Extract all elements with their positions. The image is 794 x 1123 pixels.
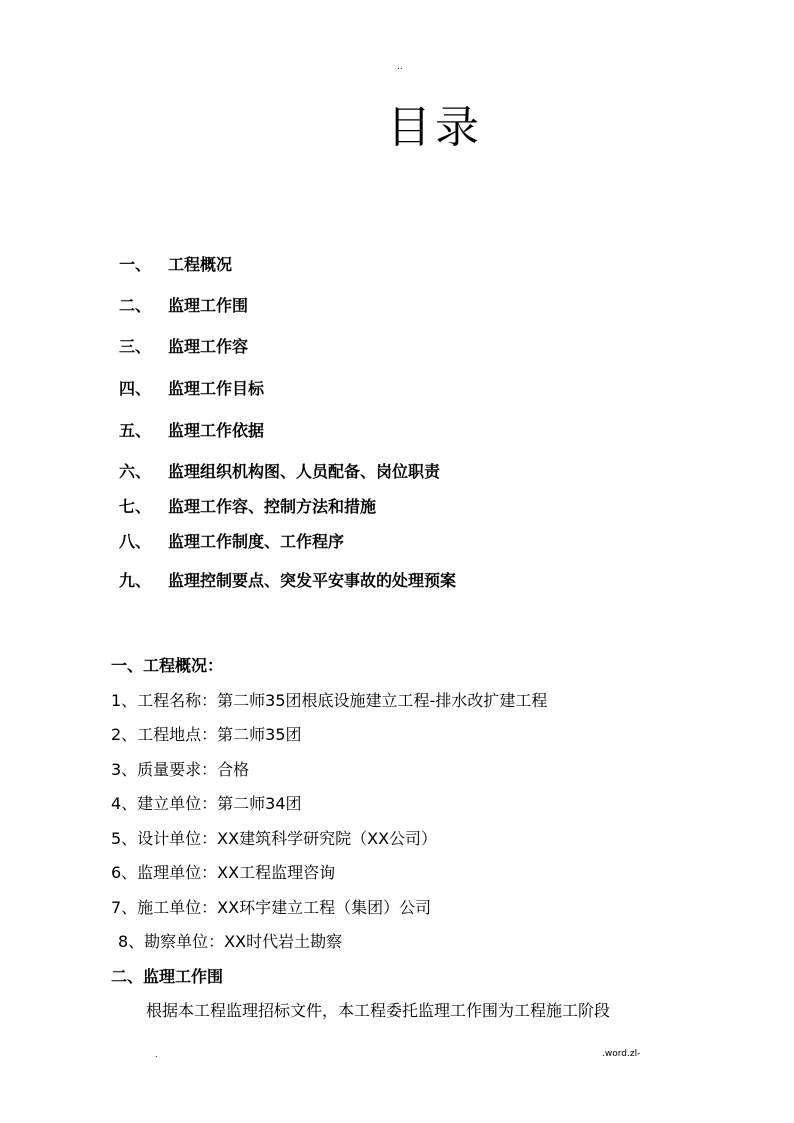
toc-number: 五、 <box>119 421 152 440</box>
project-info-line: 1、工程名称：第二师35团根底设施建立工程-排水改扩建工程 <box>111 691 548 710</box>
project-info-line: 8、勘察单位：XX时代岩土勘察 <box>118 932 343 951</box>
footer-text: .word.zl- <box>602 1049 641 1059</box>
header-mark: .. <box>397 62 403 72</box>
toc-number: 八、 <box>119 532 152 551</box>
section-heading-overview: 一、工程概况： <box>111 656 224 675</box>
toc-label: 监理控制要点、突发平安事故的处理预案 <box>168 571 457 590</box>
toc-item-5 <box>119 420 264 442</box>
project-info-line: 6、监理单位：XX工程监理咨询 <box>111 863 336 882</box>
toc-label: 监理工作围 <box>168 296 249 315</box>
project-info-line: 5、设计单位：XX建筑科学研究院（XX公司） <box>111 829 438 848</box>
project-info-line: 4、建立单位：第二师34团 <box>111 794 302 813</box>
toc-item-1 <box>119 254 232 276</box>
toc-item-9 <box>119 570 456 592</box>
project-info-line: 2、工程地点：第二师35团 <box>111 725 302 744</box>
toc-label: 工程概况 <box>168 255 233 274</box>
page-title: 目录 <box>387 102 483 153</box>
toc-item-8 <box>119 531 344 553</box>
toc-label: 监理工作容 <box>168 337 249 356</box>
toc-label: 监理工作目标 <box>168 379 265 398</box>
toc-label: 监理工作依据 <box>168 421 265 440</box>
toc-number: 六、 <box>119 462 152 481</box>
toc-item-4 <box>119 378 264 400</box>
footer-mark: . <box>155 1050 158 1059</box>
section-heading-scope: 二、监理工作围 <box>111 967 224 986</box>
toc-label: 监理工作容、控制方法和措施 <box>168 497 377 516</box>
toc-number: 九、 <box>119 571 152 590</box>
toc-item-6 <box>119 461 440 483</box>
toc-number: 一、 <box>119 255 152 274</box>
toc-number: 二、 <box>119 296 152 315</box>
toc-item-2 <box>119 295 248 317</box>
toc-label: 监理工作制度、工作程序 <box>168 532 345 551</box>
toc-number: 七、 <box>119 497 152 516</box>
toc-label: 监理组织机构图、人员配备、岗位职责 <box>168 462 441 481</box>
toc-item-7 <box>119 496 376 518</box>
project-info-line: 7、施工单位：XX环宇建立工程（集团）公司 <box>111 898 432 917</box>
scope-paragraph: 根据本工程监理招标文件，本工程委托监理工作围为工程施工阶段 <box>146 1001 611 1020</box>
toc-item-3 <box>119 336 248 358</box>
toc-number: 三、 <box>119 337 152 356</box>
toc-number: 四、 <box>119 379 152 398</box>
project-info-line: 3、质量要求：合格 <box>111 760 250 779</box>
